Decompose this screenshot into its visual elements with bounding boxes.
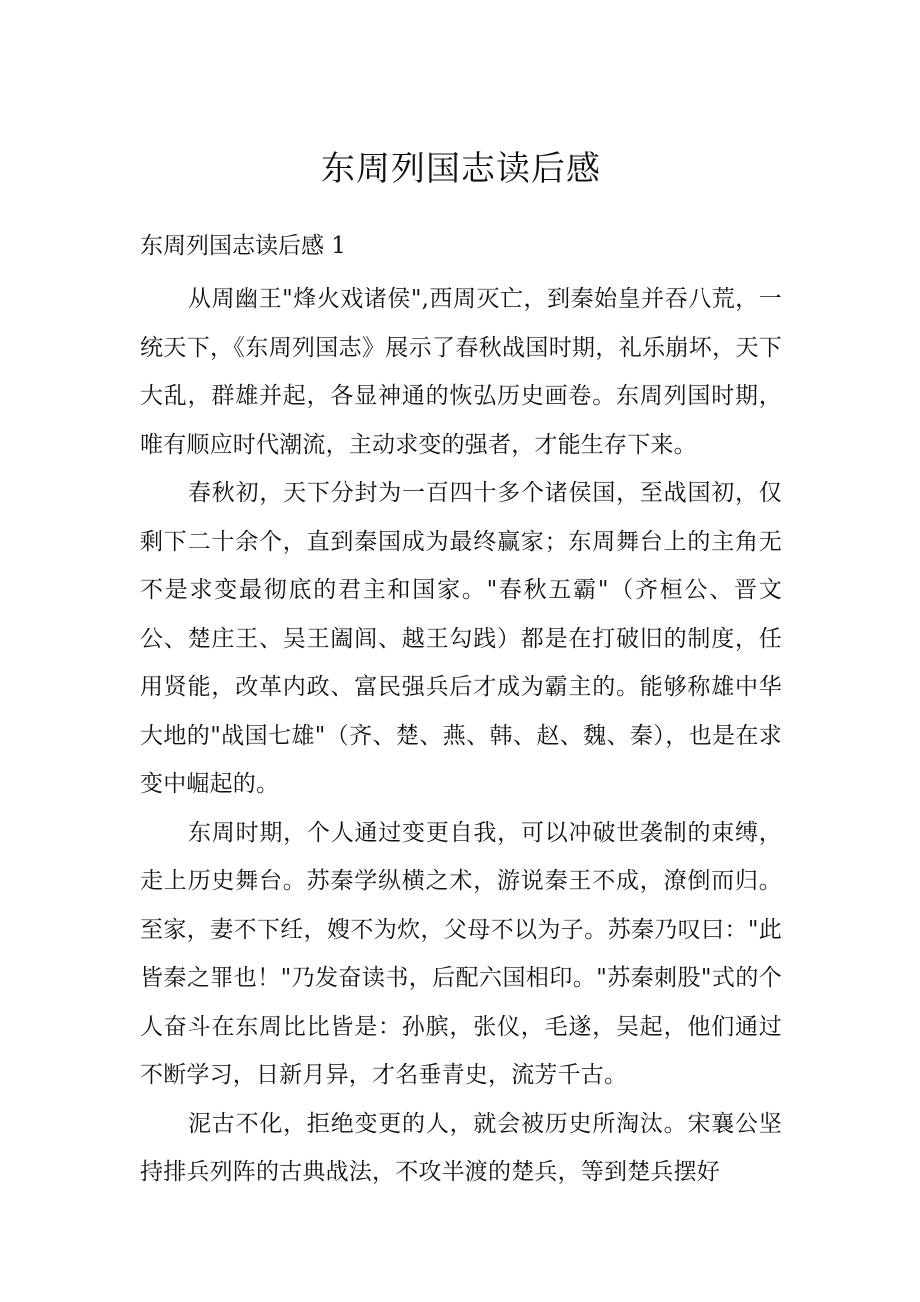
section-heading: 东周列国志读后感 1 <box>140 233 346 259</box>
paragraph-1: 从周幽王"烽火戏诸侯",西周灭亡，到秦始皇并吞八荒，一统天下，《东周列国志》展示了春秋战国时期，礼乐崩坏，天下大乱，群雄并起，各显神通的恢弘历史画卷。东周列国时期，唯有顺应时代潮流，主动求变的强者，才能生存下来。 <box>140 286 782 458</box>
document-body <box>140 275 782 1197</box>
paragraph-3: 东周时期，个人通过变更自我，可以冲破世袭制的束缚，走上历史舞台。苏秦学纵横之术，游说秦王不成，潦倒而归。至家，妻不下纴，嫂不为炊，父母不以为子。苏秦乃叹曰："此皆秦之罪也！"乃发奋读书，后配六国相印。"苏秦刺股"式的个人奋斗在东周比比皆是：孙膑，张仪，毛遂，吴起，他们通过不断学习，日新月异，才名垂青史，流芳千古。 <box>140 819 782 1088</box>
document-title: 东周列国志读后感 <box>321 149 601 189</box>
paragraph-4: 泥古不化，拒绝变更的人，就会被历史所淘汰。宋襄公坚持排兵列阵的古典战法，不攻半渡的楚兵，等到楚兵摆好 <box>140 1110 782 1185</box>
paragraph-2: 春秋初，天下分封为一百四十多个诸侯国，至战国初，仅剩下二十余个，直到秦国成为最终赢家；东周舞台上的主角无不是求变最彻底的君主和国家。"春秋五霸"（齐桓公、晋文公、楚庄王、吴王阖闾、越王勾践）都是在打破旧的制度，任用贤能，改革内政、富民强兵后才成为霸主的。能够称雄中华大地的"战国七雄"（齐、楚、燕、韩、赵、魏、秦），也是在求变中崛起的。 <box>140 480 782 797</box>
